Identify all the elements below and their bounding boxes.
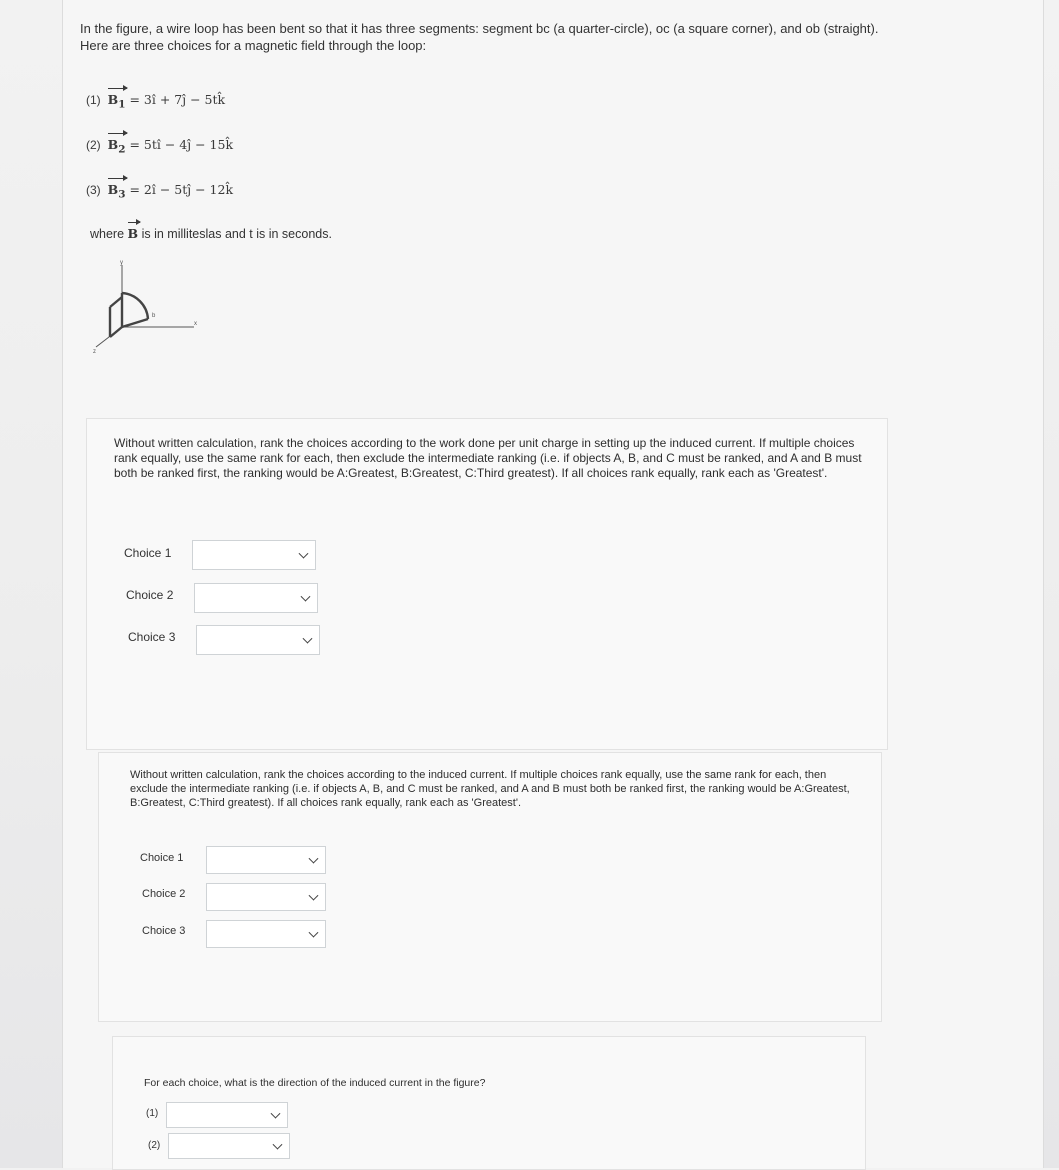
field-choice-3 (86, 182, 233, 201)
label-z: z (93, 349, 96, 355)
field-expression: = 3î + 7ĵ − 5tk̂ (129, 92, 226, 107)
segment-oc-corner (110, 327, 122, 337)
chevron-down-icon (309, 854, 319, 864)
wire-loop-figure (90, 255, 210, 355)
vector-symbol: $B_1$ (107, 92, 126, 111)
chevron-down-icon (309, 928, 319, 938)
choice-number: (1) (86, 93, 101, 107)
q1-choice-2-label: Choice 2 (126, 588, 174, 602)
chevron-down-icon (303, 634, 313, 644)
label-x: x (194, 321, 197, 327)
q2-choice-3-select[interactable] (206, 920, 326, 948)
q2-choice-3-label: Choice 3 (142, 925, 186, 937)
question-2-text: Without written calculation, rank the choices according to the induced current. If multiple choices rank equally, use the same rank for each, then exclude the intermediate ranking (i.e. if objects A, B, and C must be ranked, and A and B must both be ranked first, the ranking would be A:Greatest, B:Greatest, C:Third greatest). If all choices rank equally, rank each as 'Greatest'. (130, 769, 850, 809)
q3-choice-1-label: (1) (146, 1108, 159, 1119)
question-3-text: For each choice, what is the direction of the induced current in the figure? (144, 1077, 486, 1089)
q1-choice-1-label: Choice 1 (124, 546, 172, 560)
chevron-down-icon (309, 891, 319, 901)
chevron-down-icon (299, 549, 309, 559)
choice-number: (3) (86, 183, 101, 197)
question-1-text: Without written calculation, rank the choices according to the work done per unit charge in setting up the induced current. If multiple choices rank equally, use the same rank for each, then exclude the intermediate ranking (i.e. if objects A, B, and C must be ranked, and A and B must both be ranked first, the ranking would be A:Greatest, B:Greatest, C:Third greatest). If all choices rank equally, rank each as 'Greatest'. (114, 436, 862, 480)
q1-choice-2-select[interactable] (194, 583, 318, 613)
q3-choice-2-label: (2) (148, 1140, 161, 1151)
field-expression: = 2î − 5tĵ − 12k̂ (129, 182, 234, 197)
field-expression: = 5tî − 4ĵ − 15k̂ (129, 137, 234, 152)
segment-bc (122, 293, 148, 319)
units-note: where B is in milliteslas and t is in seconds. (90, 226, 332, 241)
segment-ob (122, 319, 148, 327)
q3-choice-1-select[interactable] (166, 1102, 288, 1128)
q3-choice-2-select[interactable] (168, 1133, 290, 1159)
segment-oc-top (110, 297, 122, 307)
field-choice-2 (86, 137, 233, 156)
label-b: b (152, 313, 156, 319)
q2-choice-1-label: Choice 1 (140, 852, 184, 864)
q1-choice-3-label: Choice 3 (128, 630, 176, 644)
q2-choice-1-select[interactable] (206, 846, 326, 874)
q1-choice-1-select[interactable] (192, 540, 316, 570)
problem-intro: In the figure, a wire loop has been bent so that it has three segments: segment bc (a quarter-circle), oc (a square corner), and ob (straight). Here are three choices for a magnetic field through the loop: (80, 21, 879, 53)
vector-symbol: $B_3$ (107, 182, 126, 201)
vector-symbol: $B_2$ (107, 137, 126, 156)
q2-choice-2-select[interactable] (206, 883, 326, 911)
q2-choice-2-label: Choice 2 (142, 888, 186, 900)
label-y: y (120, 260, 123, 266)
q1-choice-3-select[interactable] (196, 625, 320, 655)
choice-number: (2) (86, 138, 101, 152)
field-choice-1 (86, 92, 225, 111)
chevron-down-icon (301, 592, 311, 602)
chevron-down-icon (271, 1109, 281, 1119)
chevron-down-icon (273, 1140, 283, 1150)
